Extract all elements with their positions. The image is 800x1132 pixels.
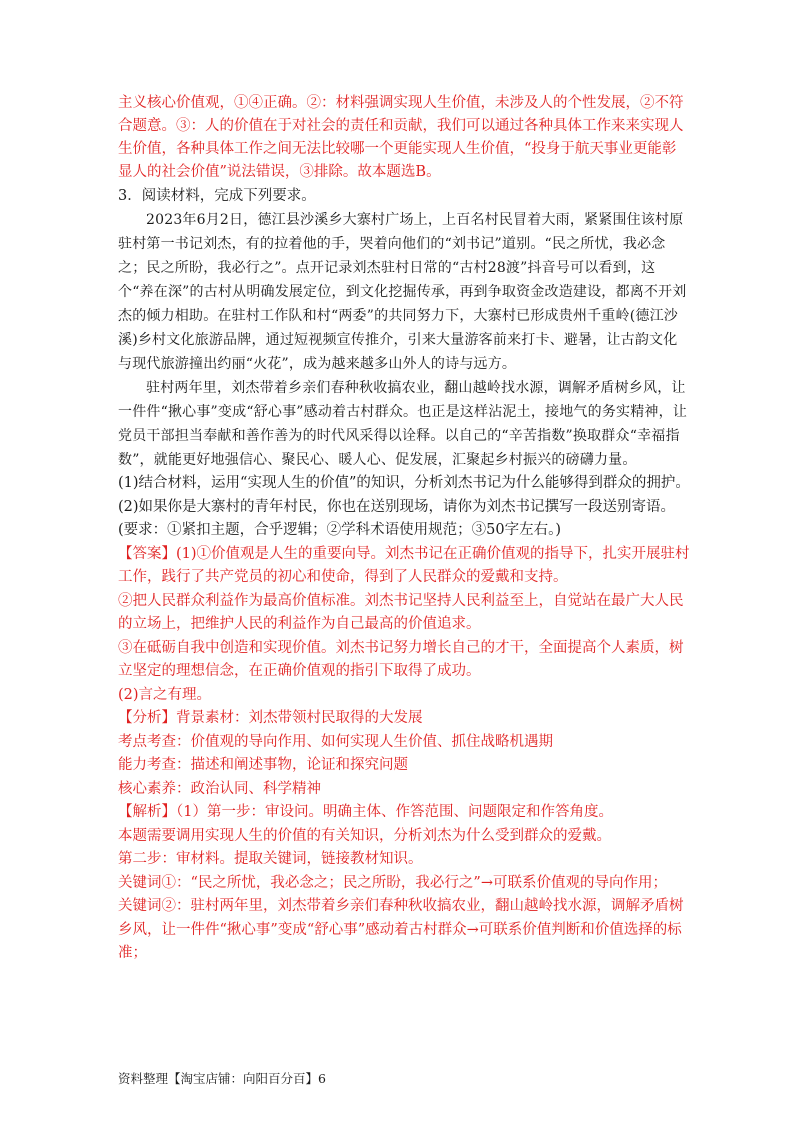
analysis-line: 【解析】（1）第一步：审设问。明确主体、作答范围、问题限定和作答角度。 — [118, 804, 613, 820]
material-paragraph-1: 2023年6月2日，德江县沙溪乡大寨村广场上，上百名村民冒着大雨，紧紧围住该村原驻村第一书记刘杰，有的拉着他的手，哭着向他们的“刘书记”道别。“民之所忧，我必念之；民之所盼，我必行之”。点开记录刘杰驻村日常的“古村28渡”抖音号可以看到，这个“养在深”的古村从明确发展定位，到文化挖掘传承，再到争取资金改造建设，都离不开刘杰的倾力相助。在驻村工作队和村“两委”的共同努力下，大寨村已形成贵州千重岭(德江沙溪)乡村文化旅游品牌，通过短视频宣传推介，引来大量游客前来打卡、避暑，让古韵文化与现代旅游撞出约丽“火花”，成为越来越多山外人的诗与远方。 — [118, 212, 687, 372]
analysis-line: 关键词②：驻村两年里，刘杰带着乡亲们春种秋收搞农业，翻山越岭找水源，调解矛盾树乡风，让一件件“揪心事”变成“舒心事”感动着古村群众→可联系价值判断和价值选择的标准； — [118, 898, 684, 961]
answer-section — [118, 543, 690, 708]
analysis-line: 第二步：审材料。提取关键词，链接教材知识。 — [118, 851, 423, 867]
question-title: 3．阅读材料，完成下列要求。 — [118, 188, 316, 204]
document-page — [118, 92, 690, 966]
analysis-line: 本题需要调用实现人生的价值的有关知识，分析刘杰为什么受到群众的爱戴。 — [118, 827, 611, 844]
answer-line: (2)言之有理。 — [118, 686, 212, 703]
page-footer: 资料整理【淘宝店铺：向阳百分百】6 — [118, 1071, 326, 1086]
material-paragraph-2: 驻村两年里，刘杰带着乡亲们春种秋收搞农业，翻山越岭找水源，调解矛盾树乡风，让一件件“揪心事”变成“舒心事”感动着古村群众。也正是这样沾泥土，接地气的务实精神，让党员干部担当奉献和善作善为的时代风采得以诠释。以自己的“辛苦指数”换取群众“幸福指数”，就能更好地强信心、聚民心、暖人心、促发展，汇聚起乡村振兴的磅礴力量。 — [118, 380, 688, 468]
requirement-1: (1)结合材料，运用“实现人生的价值”的知识，分析刘杰书记为什么能够得到群众的拥护。 — [118, 475, 690, 491]
answer-line: 【答案】(1)①价值观是人生的重要向导。刘杰书记在正确价值观的指导下，扎实开展驻村工作，践行了共产党员的初心和使命，得到了人民群众的爱戴和支持。 — [118, 545, 690, 585]
requirement-2: (2)如果你是大寨村的青年村民，你也在送别现场，请你为刘杰书记撰写一段送别寄语。 — [118, 498, 676, 515]
analysis-line: 【分析】背景素材：刘杰带领村民取得的大发展 — [118, 710, 423, 726]
analysis-section — [118, 707, 690, 966]
analysis-line: 关键词①：“民之所忧，我必念之；民之所盼，我必行之”→可联系价值观的导向作用； — [118, 874, 667, 891]
answer-line: ②把人民群众利益作为最高价值标准。刘杰书记坚持人民利益至上，自觉站在最广大人民的立场上，把维护人民的利益作为自己最高的价值追求。 — [118, 592, 684, 632]
analysis-line: 考点考查：价值观的导向作用、如何实现人生价值、抓住战略机遇期 — [118, 733, 553, 750]
analysis-line: 核心素养：政治认同、科学精神 — [118, 780, 321, 797]
requirement-note: (要求：①紧扣主题，合乎逻辑；②学科术语使用规范；③50字左右。) — [118, 522, 562, 538]
analysis-line: 能力考查：描述和阐述事物，论证和探究问题 — [118, 757, 408, 773]
previous-answer-text: 主义核心价值观，①④正确。②：材料强调实现人生价值，未涉及人的个性发展，②不符合题意。③：人的价值在于对社会的责任和贡献，我们可以通过各种具体工作来来实现人生价值，各种具体工作之间无法比较哪一个更能实现人生价值，“投身于航天事业更能彰显人的社会价值”说法错误，③排除。故本题选B。 — [118, 95, 684, 180]
answer-line: ③在砥砺自我中创造和实现价值。刘杰书记努力增长自己的才干，全面提高个人素质，树立坚定的理想信念，在正确价值观的指引下取得了成功。 — [118, 639, 684, 679]
